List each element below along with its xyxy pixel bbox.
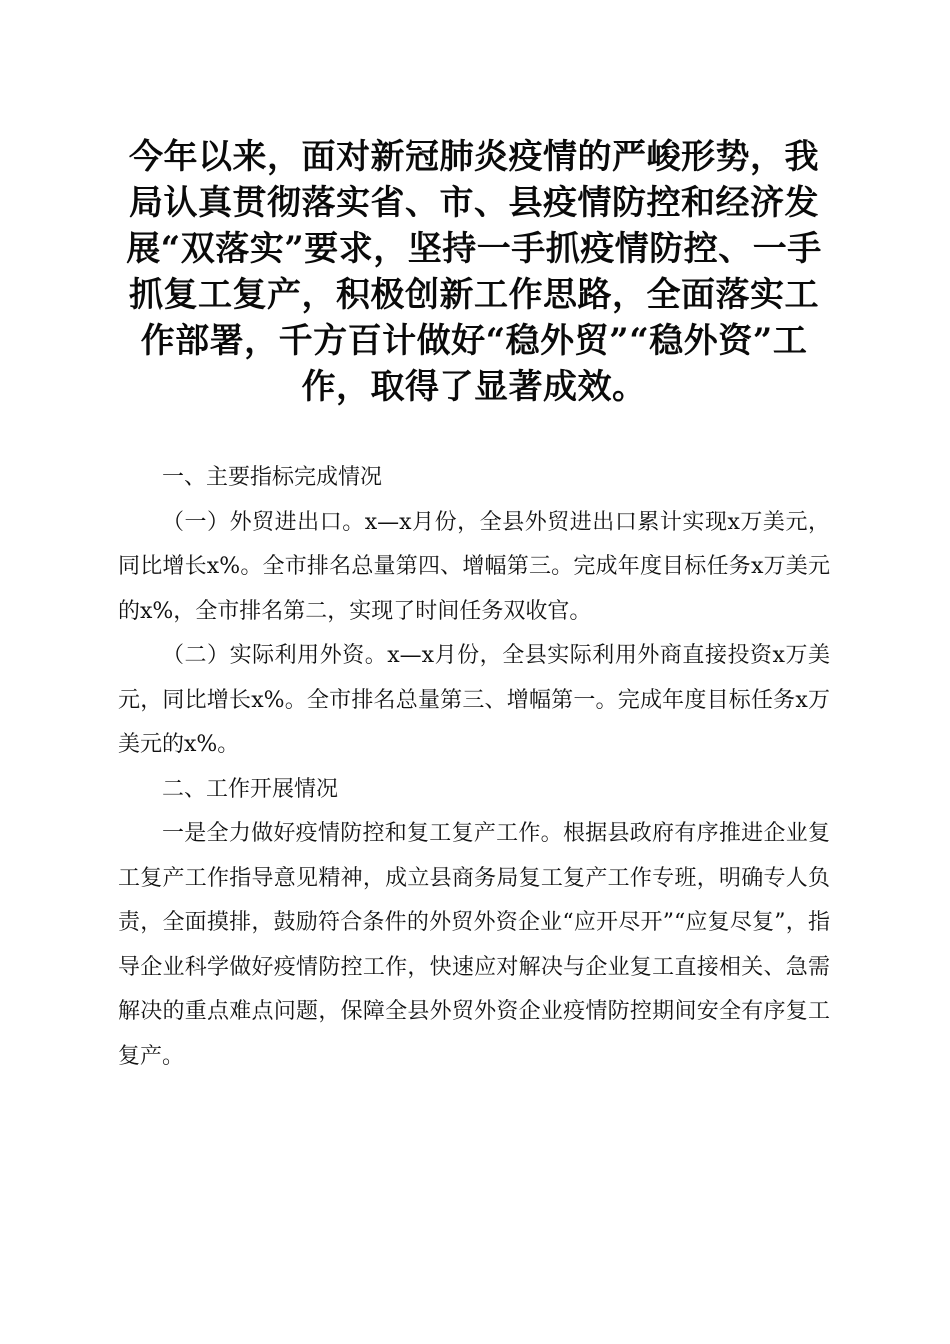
paragraph-foreign-investment: （二）实际利用外资。x—x月份，全县实际利用外商直接投资x万美元，同比增长x%。全市排名总量第三、增幅第一。完成年度目标任务x万美元的x%。 bbox=[118, 643, 830, 757]
section-heading-work: 二、工作开展情况 bbox=[162, 776, 339, 802]
paragraph-epidemic-control: 一是全力做好疫情防控和复工复产工作。根据县政府有序推进企业复工复产工作指导意见精神，成立县商务局复工复产工作专班，明确专人负责，全面摸排，鼓励符合条件的外贸外资企业“应开尽开”“应复尽复”，指导企业科学做好疫情防控工作，快速应对解决与企业复工直接相关、急需解决的重点难点问题，保障全县外贸外资企业疫情防控期间安全有序复工复产。 bbox=[118, 821, 830, 1069]
paragraph-foreign-trade: （一）外贸进出口。x—x月份，全县外贸进出口累计实现x万美元，同比增长x%。全市排名总量第四、增幅第三。完成年度目标任务x万美元的x%，全市排名第二，实现了时间任务双收官。 bbox=[118, 509, 830, 624]
document-title: 今年以来，面对新冠肺炎疫情的严峻形势，我局认真贯彻落实省、市、县疫情防控和经济发展“双落实”要求，坚持一手抓疫情防控、一手抓复工复产，积极创新工作思路，全面落实工作部署，千方百计做好“稳外贸”“稳外资”工作，取得了显著成效。 bbox=[126, 137, 822, 407]
document-body bbox=[118, 456, 830, 1079]
section-heading-indicators: 一、主要指标完成情况 bbox=[162, 465, 383, 490]
